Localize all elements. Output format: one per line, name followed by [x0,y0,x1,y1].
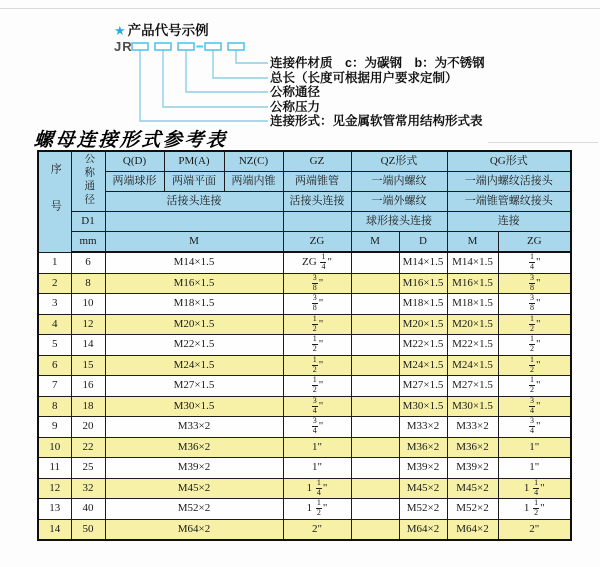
cell-seq: 9 [38,417,71,438]
cell-qz_d: M52×2 [399,499,447,520]
fraction: $\frac{3}{8}$ [312,273,317,292]
header-row-3 [38,192,571,212]
cell-qz_m [351,499,399,520]
cell-qg_m: M24×1.5 [447,355,498,376]
cell-m: M27×1.5 [105,376,283,397]
fraction: $\frac{1}{2}$ [312,375,317,395]
fraction: $\frac{1}{2}$ [530,334,535,354]
header-dn-text: 公称通径 [83,152,95,207]
header-qz-m: M [351,232,399,253]
cell-seq: 2 [38,273,71,294]
code-box-1 [132,43,148,50]
header-qz-conn: 球形接头连接 [351,212,447,232]
cell-qg_zg: $\frac{1}{2}$ " [498,335,571,356]
table-row [38,335,571,356]
fraction: $\frac{1}{2}$ [312,314,317,333]
fraction: $\frac{3}{4}$ [530,396,535,415]
cell-qz_m [351,376,399,397]
header-d1: D1 [71,212,105,232]
cell-zg: $\frac{3}{4}$ " [283,396,351,417]
table-row [38,273,571,294]
header-qg-conn: 连接 [447,212,571,232]
cell-seq: 1 [38,252,71,273]
cell-zg: 1" [283,458,351,479]
cell-qz_d: M64×2 [399,519,447,540]
cell-qz_d: M14×1.5 [399,252,447,273]
fraction: $\frac{3}{8}$ [530,293,535,313]
cell-dn: 10 [71,294,105,315]
product-code-prefix: JR [114,39,133,54]
table-row [38,314,571,335]
cell-qz_m [351,273,399,294]
cell-m: M33×2 [105,417,283,438]
table-row [38,294,571,315]
cell-m: M30×1.5 [105,396,283,417]
header-gz-type: 两端锥管 [283,172,351,192]
cell-qg_zg: $\frac{1}{2}$ " [498,314,571,335]
fraction: $\frac{1}{2}$ [530,375,535,395]
cell-qg_m: M27×1.5 [447,376,498,397]
header-empty-gz [283,212,351,232]
cell-m: M14×1.5 [105,252,283,273]
cell-dn: 16 [71,376,105,397]
header-zg: ZG [283,232,351,253]
cell-dn: 12 [71,314,105,335]
cell-qz_m [351,458,399,479]
cell-seq: 6 [38,355,71,376]
fraction: $\frac{1}{2}$ [530,314,535,333]
cell-qz_d: M20×1.5 [399,314,447,335]
cell-qz_d: M22×1.5 [399,335,447,356]
cell-qz_d: M45×2 [399,478,447,499]
cell-m: M20×1.5 [105,314,283,335]
code-box-4 [205,43,221,50]
cell-qz_d: M24×1.5 [399,355,447,376]
fraction: $\frac{3}{4}$ [530,416,535,436]
header-qd-type: 两端球形 [105,172,164,192]
cell-zg: $\frac{1}{2}$ " [283,335,351,356]
table-row [38,355,571,376]
cell-m: M45×2 [105,478,283,499]
cell-dn: 14 [71,335,105,356]
cell-qz_m [351,314,399,335]
table-body [38,252,571,540]
cell-seq: 3 [38,294,71,315]
cell-seq: 8 [38,396,71,417]
header-row-2 [38,172,571,192]
cell-qz_d: M33×2 [399,417,447,438]
cell-dn: 50 [71,519,105,540]
header-qg-form: QG形式 [447,151,571,172]
cell-qz_d: M18×1.5 [399,294,447,315]
cell-dn: 32 [71,478,105,499]
table-row [38,499,571,520]
cell-m: M16×1.5 [105,273,283,294]
connector-line-1 [236,50,268,63]
connector-line-2 [213,50,268,78]
cell-zg: $\frac{3}{8}$ " [283,273,351,294]
code-box-3 [178,43,194,50]
fraction: $\frac{3}{4}$ [312,396,317,415]
cell-zg: $\frac{1}{2}$ " [283,376,351,397]
header-m: M [105,232,283,253]
cell-qz_m [351,396,399,417]
fraction: $\frac{1}{2}$ [312,334,317,354]
code-box-2 [155,43,171,50]
header-empty-m [105,212,283,232]
fraction: $\frac{1}{4}$ [321,252,326,272]
cell-qg_zg: $\frac{3}{4}$ " [498,396,571,417]
cell-dn: 22 [71,437,105,458]
cell-qg_m: M64×2 [447,519,498,540]
cell-zg: 2" [283,519,351,540]
cell-qg_zg: $\frac{3}{8}$ " [498,273,571,294]
divider-line [488,142,598,143]
cell-qz_m [351,355,399,376]
cell-dn: 18 [71,396,105,417]
cell-qz_d: M16×1.5 [399,273,447,294]
cell-m: M64×2 [105,519,283,540]
connector-line-5 [140,50,268,121]
header-qd: Q(D) [105,151,164,172]
header-row-4 [38,212,571,232]
header-row-5 [38,232,571,253]
cell-zg: $\frac{1}{2}$ " [283,314,351,335]
fraction: $\frac{1}{2}$ [530,355,535,374]
cell-qz_d: M39×2 [399,458,447,479]
cell-qg_zg: $\frac{3}{8}$ " [498,294,571,315]
fraction: $\frac{1}{4}$ [534,478,539,497]
cell-seq: 7 [38,376,71,397]
cell-qg_zg: 1 $\frac{1}{2}$ " [498,499,571,520]
table-row [38,376,571,397]
cell-qz_m [351,335,399,356]
header-qg-m: M [447,232,498,253]
header-qg-zg: ZG [498,232,571,253]
cell-m: M39×2 [105,458,283,479]
cell-m: M22×1.5 [105,335,283,356]
fraction: $\frac{3}{4}$ [312,416,317,436]
cell-m: M52×2 [105,499,283,520]
cell-qz_m [351,417,399,438]
header-seq [38,151,71,252]
header-qz-type1: 一端内螺纹 [351,172,447,192]
cell-qg_m: M20×1.5 [447,314,498,335]
cell-zg: $\frac{3}{4}$ " [283,417,351,438]
code-box-5 [228,43,244,50]
table-row [38,252,571,273]
header-gz-conn: 活接头连接 [283,192,351,212]
table-row [38,417,571,438]
fraction: $\frac{1}{4}$ [316,478,321,497]
fraction: $\frac{1}{2}$ [316,498,321,518]
cell-zg: $\frac{3}{8}$ " [283,294,351,315]
cell-qz_m [351,294,399,315]
diagram-title: 产品代号示例 [127,23,209,38]
header-qz-type2: 一端外螺纹 [351,192,447,212]
cell-qg_m: M33×2 [447,417,498,438]
header-dn [71,151,105,212]
header-mm: mm [71,232,105,253]
cell-dn: 15 [71,355,105,376]
cell-qz_d: M27×1.5 [399,376,447,397]
cell-seq: 12 [38,478,71,499]
table-row [38,458,571,479]
cell-qz_m [351,252,399,273]
header-union-conn: 活接头连接 [105,192,283,212]
cell-qz_m [351,478,399,499]
cell-qz_m [351,437,399,458]
cell-qg_zg: 2" [498,519,571,540]
cell-qg_zg: $\frac{3}{4}$ " [498,417,571,438]
header-gz: GZ [283,151,351,172]
cell-zg: ZG $\frac{1}{4}$ " [283,252,351,273]
header-seq-text: 序号 [49,162,62,237]
table-row [38,478,571,499]
cell-qg_zg: 1 $\frac{1}{4}$ " [498,478,571,499]
cell-dn: 8 [71,273,105,294]
cell-zg: $\frac{1}{2}$ " [283,355,351,376]
cell-m: M18×1.5 [105,294,283,315]
diagram-label-length: 总长（长度可根据用户要求定制） [270,71,458,85]
header-row-1 [38,151,571,172]
fraction: $\frac{3}{8}$ [530,273,535,292]
cell-dn: 6 [71,252,105,273]
header-qg-type2: 一端锥管螺纹接头 [447,192,571,212]
cell-dn: 20 [71,417,105,438]
star-icon: ★ [114,23,126,38]
table-row [38,396,571,417]
cell-qz_d: M36×2 [399,437,447,458]
cell-dn: 40 [71,499,105,520]
diagram-label-pressure: 公称压力 [270,100,321,114]
cell-m: M24×1.5 [105,355,283,376]
cell-qg_m: M22×1.5 [447,335,498,356]
cell-zg: 1 $\frac{1}{2}$ " [283,499,351,520]
cell-zg: 1 $\frac{1}{4}$ " [283,478,351,499]
diagram-label-material: 连接件材质 c：为碳钢 b：为不锈钢 [270,56,485,70]
cell-qg_m: M52×2 [447,499,498,520]
cell-qg_zg: $\frac{1}{2}$ " [498,355,571,376]
cell-qz_m [351,519,399,540]
diagram-label-diameter: 公称通径 [270,85,321,99]
cell-seq: 14 [38,519,71,540]
fraction: $\frac{1}{2}$ [312,355,317,374]
section-title: 螺母连接形式参考表 [33,130,229,151]
diagram-label-connection: 连接形式：见金属软管常用结构形式表 [270,114,483,128]
cell-qg_zg: 1" [498,437,571,458]
cell-seq: 4 [38,314,71,335]
header-qg-type1: 一端内螺纹活接头 [447,172,571,192]
table-header [38,151,571,252]
fraction: $\frac{1}{2}$ [534,498,539,518]
diagram-heading [114,19,209,39]
header-pm-type: 两端平面 [164,172,224,192]
reference-table [37,150,572,541]
connector-line-3 [186,50,268,92]
table-row [38,437,571,458]
cell-qg_m: M45×2 [447,478,498,499]
cell-seq: 5 [38,335,71,356]
code-boxes [132,43,244,50]
header-pm: PM(A) [164,151,224,172]
cell-qg_m: M14×1.5 [447,252,498,273]
cell-qg_zg: 1" [498,458,571,479]
fraction: $\frac{1}{4}$ [530,252,535,272]
cell-seq: 13 [38,499,71,520]
cell-seq: 10 [38,437,71,458]
table-row [38,519,571,540]
cell-zg: 1" [283,437,351,458]
cell-qg_m: M16×1.5 [447,273,498,294]
header-nz: NZ(C) [224,151,283,172]
cell-m: M36×2 [105,437,283,458]
cell-seq: 11 [38,458,71,479]
cell-dn: 25 [71,458,105,479]
header-nz-type: 两端内锥 [224,172,283,192]
header-qz-form: QZ形式 [351,151,447,172]
connector-lines [140,50,268,121]
cell-qg_zg: $\frac{1}{2}$ " [498,376,571,397]
cell-qz_d: M30×1.5 [399,396,447,417]
cell-qg_zg: $\frac{1}{4}$ " [498,252,571,273]
cell-qg_m: M30×1.5 [447,396,498,417]
cell-qg_m: M39×2 [447,458,498,479]
cell-qg_m: M36×2 [447,437,498,458]
cell-qg_m: M18×1.5 [447,294,498,315]
fraction: $\frac{3}{8}$ [312,293,317,313]
header-qz-d: D [399,232,447,253]
